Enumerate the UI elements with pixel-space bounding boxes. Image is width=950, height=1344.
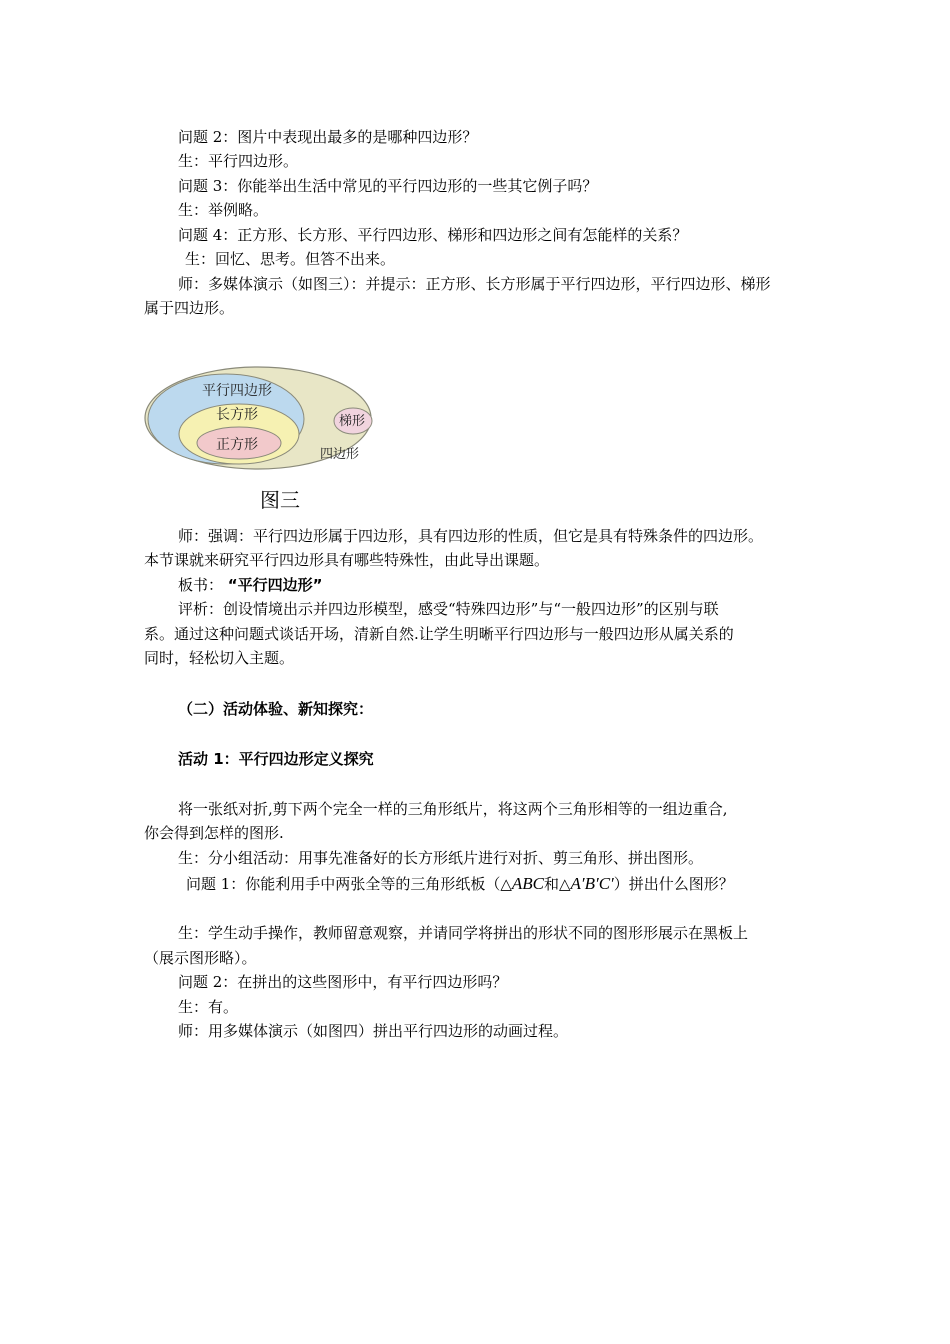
- question-5-suffix: ）拼出什么图形？: [613, 875, 734, 893]
- square-label: 正方形: [216, 437, 258, 453]
- question-5-prefix: 问题 1：你能利用手中两张全等的三角形纸板（△: [186, 875, 512, 893]
- answer-6: 生：有。: [178, 998, 239, 1016]
- activity-heading: 活动 1：平行四边形定义探究: [178, 750, 374, 768]
- figure-caption: 图三: [260, 488, 300, 512]
- question-4: 问题 4：正方形、长方形、平行四边形、梯形和四边形之间有怎能样的关系？: [178, 226, 688, 244]
- paragraph-line-2: 你会得到怎样的图形.: [144, 824, 284, 842]
- paragraph-line-1: 将一张纸对折,剪下两个完全一样的三角形纸片，将这两个三角形相等的一组边重合,: [178, 800, 728, 818]
- teacher-line-1a: 师：多媒体演示（如图三）：并提示：正方形、长方形属于平行四边形，平行四边形、梯形: [178, 275, 771, 293]
- question-2: 问题 2：图片中表现出最多的是哪种四边形？: [178, 128, 478, 146]
- answer-3: 生：举例略。: [178, 201, 269, 219]
- section-heading: （二）活动体验、新知探究：: [178, 700, 374, 718]
- teacher-line-3: 师：用多媒体演示（如图四）拼出平行四边形的动画过程。: [178, 1022, 569, 1040]
- rectangle-label: 长方形: [216, 407, 258, 423]
- question-6: 问题 2：在拼出的这些图形中，有平行四边形吗？: [178, 973, 508, 991]
- triangle-abc-prime: A′B′C′: [570, 874, 614, 893]
- question-3: 问题 3：你能举出生活中常见的平行四边形的一些其它例子吗？: [178, 177, 598, 195]
- answer-2: 生：平行四边形。: [178, 152, 299, 170]
- quadrilateral-venn-diagram: [142, 364, 374, 472]
- teacher-line-2a: 师：强调：平行四边形属于四边形，具有四边形的性质，但它是具有特殊条件的四边形。: [178, 527, 764, 545]
- board-prefix: 板书：: [178, 576, 224, 594]
- student-line-2b: （展示图形略）。: [144, 949, 257, 967]
- trapezoid-label: 梯形: [339, 414, 366, 429]
- student-activity-line: 生：分小组活动：用事先准备好的长方形纸片进行对折、剪三角形、拼出图形。: [178, 849, 704, 867]
- quadrilateral-label: 四边形: [320, 447, 360, 462]
- question-5-and: 和△: [543, 875, 571, 893]
- teacher-line-1b: 属于四边形。: [144, 299, 235, 317]
- question-5: [186, 874, 734, 894]
- parallelogram-label: 平行四边形: [202, 383, 272, 399]
- comment-line-2: 系。通过这种问题式谈话开场，清新自然.让学生明晰平行四边形与一般四边形从属关系的: [144, 625, 734, 643]
- board-title: “平行四边形”: [227, 576, 323, 594]
- student-line-2a: 生：学生动手操作，教师留意观察，并请同学将拼出的形状不同的图形形展示在黑板上: [178, 924, 749, 942]
- teacher-line-2b: 本节课就来研究平行四边形具有哪些特殊性，由此导出课题。: [144, 551, 550, 569]
- comment-line-1: 评析：创设情境出示并四边形模型，感受“特殊四边形”与“一般四边形”的区别与联: [178, 600, 719, 618]
- comment-line-3: 同时，轻松切入主题。: [144, 649, 295, 667]
- triangle-abc: ABC: [511, 874, 544, 893]
- board-line: [178, 575, 323, 595]
- answer-4: 生：回忆、思考。但答不出来。: [185, 250, 396, 268]
